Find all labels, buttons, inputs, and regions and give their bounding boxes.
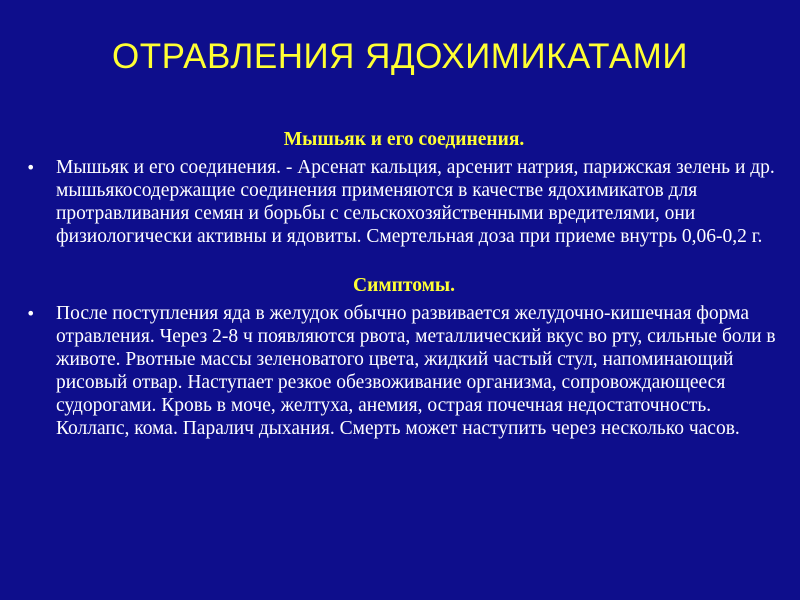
- bullet-item-arsenic: [24, 156, 784, 248]
- bullet-text-symptoms: После поступления яда в желудок обычно развивается желудочно-кишечная форма отравления. Через 2-8 ч появляются рвота, металлический вкус во рту, сильные боли в животе. Рвотные массы зеленоватого цвета, жидкий частый стул, напоминающий рисовый отвар. Наступает резкое обезвоживание организма, сопровождающееся судорогами. Кровь в моче, желтуха, анемия, острая почечная недостаточность. Коллапс, кома. Паралич дыхания. Смерть может наступить через несколько часов.: [56, 303, 776, 439]
- section-heading-arsenic: Мышьяк и его соединения.: [283, 129, 525, 150]
- slide-title: ОТРАВЛЕНИЯ ЯДОХИМИКАТАМИ: [112, 37, 688, 76]
- bullet-icon: •: [26, 158, 36, 177]
- section-heading-symptoms: Симптомы.: [353, 275, 455, 296]
- bullet-icon: •: [26, 304, 36, 323]
- bullet-item-symptoms: [24, 302, 784, 440]
- slide-content: [24, 128, 784, 440]
- bullet-text-arsenic: Мышьяк и его соединения. - Арсенат кальция, арсенит натрия, парижская зелень и др. мышьякосодержащие соединения применяются в качестве ядохимикатов для протравливания семян и борьбы с сельскохозяйственными вредителями, они физиологически активны и ядовиты. Смертельная доза при приеме внутрь 0,06-0,2 г.: [56, 157, 775, 247]
